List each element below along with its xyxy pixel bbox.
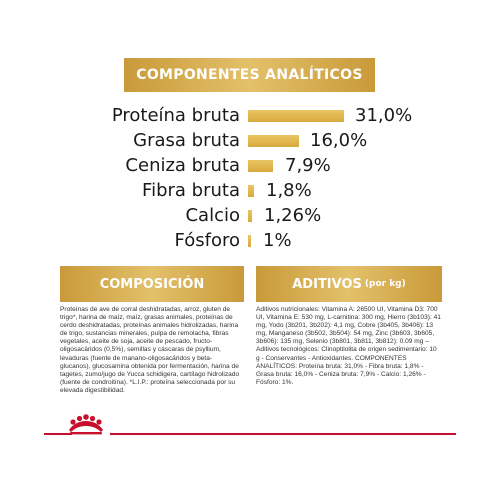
nutrient-label: Grasa bruta: [133, 130, 240, 151]
nutrient-row-protein: [0, 104, 500, 128]
nutrient-value: 1%: [263, 230, 292, 251]
additives-header: [256, 266, 442, 302]
nutrient-value: 16,0%: [310, 130, 368, 151]
nutrient-row-ash: [0, 154, 500, 178]
nutrient-value: 7,9%: [285, 155, 331, 176]
nutrient-label: Calcio: [185, 205, 240, 226]
composition-text: Proteínas de ave de corral deshidratadas, arroz, gluten de trigo*, harina de maíz, maíz, grasas animales, proteínas de cerdo deshidratadas, proteínas animales hidrolizadas, harina de trigo, sustancias minerales, pulpa de remolacha, fibras vegetales, aceite de soja, aceite de pescado, fructo-oligosacáridos (0,5%), semillas y cáscaras de psyllium, levaduras (fuente de manano-oligosacáridos y beta-glucanos), glucosamina obtenida por fermentación, harina de tagetes, zumo/jugo de Yucca schidigera, cartílago hidrolizado (fuente de condroitina). *L.I.P.: proteína seleccionada por su elevada digestibilidad.: [60, 306, 240, 394]
nutrient-label: Ceniza bruta: [125, 155, 240, 176]
nutrient-bar: [248, 210, 252, 222]
nutrient-bar: [248, 135, 299, 147]
additives-text: Aditivos nutricionales: Vitamina A: 26500 UI, Vitamina D3: 700 UI, Vitamina E: 530 mg, L-carnitina: 300 mg, Hierro (3b103): 41 mg, Yodo (3b201, 3b202): 4,1 mg, Cobre (3b405, 3b406): 13 mg, Manganeso (3b502, 3b504): 54 mg, Zinc (3b603, 3b605, 3b606): 135 mg, Selenio (3b801, 3b811, 3b812): 0.09 mg – Aditivos tecnológicos: Clinoptilolita de origen sedimentario: 10 g - Conservantes - Antioxidantes. COMPONENTES ANALÍTICOS: Proteína bruta: 31,0% - Fibra bruta: 1,8% - Grasa bruta: 16,0% - Ceniza bruta: 7,9% - Calcio: 1,26% - Fósforo: 1%.: [256, 306, 441, 386]
composition-title: COMPOSICIÓN: [99, 276, 205, 292]
analytic-components-header: [124, 58, 375, 92]
footer-line-right: [110, 433, 456, 435]
nutrient-bar: [248, 160, 273, 172]
nutrient-label: Fósforo: [174, 230, 240, 251]
nutrient-row-fat: [0, 129, 500, 153]
royal-canin-crown-icon: [67, 413, 105, 435]
nutrient-value: 1,8%: [266, 180, 312, 201]
nutrient-row-calcium: [0, 204, 500, 228]
nutrient-bar: [248, 110, 344, 122]
nutrient-bar: [248, 235, 251, 247]
nutrient-label: Fibra bruta: [142, 180, 240, 201]
nutrient-value: 31,0%: [355, 105, 413, 126]
additives-title-suffix: (por kg): [364, 279, 406, 289]
nutrient-value: 1,26%: [264, 205, 322, 226]
composition-header: [60, 266, 244, 302]
analytic-components-title: COMPONENTES ANALÍTICOS: [136, 67, 363, 83]
nutrient-label: Proteína bruta: [111, 105, 240, 126]
nutrient-row-phosphorus: [0, 229, 500, 253]
additives-title: ADITIVOS: [292, 276, 362, 292]
nutrient-bar: [248, 185, 254, 197]
nutrient-row-fiber: [0, 179, 500, 203]
